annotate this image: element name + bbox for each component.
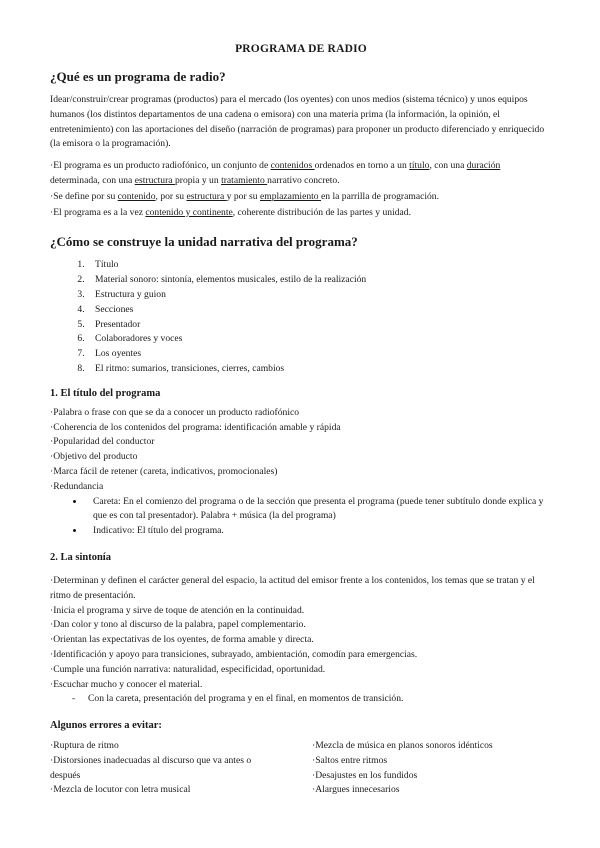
title-bullet-list: [50, 495, 552, 539]
title-line: ·Coherencia de los contenidos del programa: identificación amable y rápida: [50, 421, 341, 433]
sintonia-line: ·Identificación y apoyo para transiciones, subrayado, ambientación, comodín para emergencias.: [50, 648, 418, 660]
list-item: 6. Colaboradores y voces: [87, 332, 552, 347]
list-item: - Con la careta, presentación del programa y en el final, en momentos de transición.: [88, 692, 552, 707]
page-title: PROGRAMA DE RADIO: [235, 43, 367, 55]
sintonia-line: ·Determinan y definen el carácter general del espacio, la actitud del emisor frente a los contenidos, los temas que se tratan y el ritmo de presentación.: [50, 574, 535, 601]
title-line: ·Palabra o frase con que se da a conocer un producto radiofónico: [50, 406, 300, 418]
sintonia-dash-list: [50, 692, 552, 707]
sintonia-line: ·Inicia el programa y sirve de toque de atención en la continuidad.: [50, 604, 305, 616]
list-item: 3. Estructura y guion: [87, 288, 552, 303]
list-item: 5. Presentador: [87, 318, 552, 333]
errors-right-column: [290, 739, 552, 798]
error-item: ·Ruptura de ritmo: [50, 740, 119, 752]
definition-line-2: ·Se define por su contenido, por su estructura y por su emplazamiento en la parrilla de programación.: [50, 190, 440, 202]
list-item: 7. Los oyentes: [87, 347, 552, 362]
errors-columns: [50, 739, 552, 798]
sintonia-line: ·Dan color y tono al discurso de la palabra, papel complementario.: [50, 619, 306, 631]
list-item: • Indicativo: El título del programa.: [85, 524, 552, 539]
list-item: 1. Título: [87, 258, 552, 273]
list-item: 8. El ritmo: sumarios, transiciones, cierres, cambios: [87, 362, 552, 377]
list-item: 4. Secciones: [87, 303, 552, 318]
intro-paragraph: Idear/construir/crear programas (productos) para el mercado (los oyentes) con unos medios (sistema técnico) y unos equipos humanos (los distintos departamentos de una cadena o emisora) con una materia prima (la información, la opinión, el entretenimiento) con las aportaciones del diseño (narración de programas) para proponer un producto diferenciado y enriquecido (la emisora o la programación).: [50, 94, 545, 150]
definition-line-1: ·El programa es un producto radiofónico, un conjunto de contenidos ordenados en torno a un título, con una duración determinada, con una estructura propia y un tratamiento narrativo concreto.: [50, 160, 501, 186]
section-heading-errors: Algunos errores a evitar:: [50, 720, 162, 732]
error-item: ·Desajustes en los fundidos: [312, 769, 418, 781]
section-heading-narrative-unit: ¿Cómo se construye la unidad narrativa del programa?: [50, 234, 358, 250]
title-line: ·Marca fácil de retener (careta, indicativos, promocionales): [50, 465, 278, 477]
definition-line-3: ·El programa es a la vez contenido y continente, coherente distribución de las partes y unidad.: [50, 206, 411, 218]
section-heading-what-is: ¿Qué es un programa de radio?: [50, 69, 226, 84]
error-item: ·Mezcla de locutor con letra musical: [50, 784, 191, 796]
list-item: • Careta: En el comienzo del programa o de la sección que presenta el programa (puede tener subtítulo donde explica y que es con tal presentador). Palabra + música (la del programa): [85, 495, 552, 525]
error-item: ·Saltos entre ritmos: [312, 754, 388, 766]
errors-left-column: [50, 739, 290, 798]
title-line: ·Popularidad del conductor: [50, 436, 155, 448]
section-heading-sintonia: 2. La sintonía: [50, 551, 111, 563]
sintonia-line: ·Cumple una función narrativa: naturalidad, especificidad, oportunidad.: [50, 663, 326, 675]
error-item: ·Mezcla de música en planos sonoros idénticos: [312, 740, 493, 752]
error-item: ·Distorsiones inadecuadas al discurso que va antes o después: [50, 754, 252, 781]
sintonia-line: ·Escuchar mucho y conocer el material.: [50, 678, 203, 690]
error-item: ·Alargues innecesarios: [312, 784, 400, 796]
section-heading-title: 1. El título del programa: [50, 387, 161, 399]
title-line: ·Objetivo del producto: [50, 451, 138, 463]
list-item: 2. Material sonoro: sintonía, elementos musicales, estilo de la realización: [87, 273, 552, 288]
title-line: ·Redundancia: [50, 480, 104, 492]
narrative-unit-list: [50, 258, 552, 376]
sintonia-line: ·Orientan las expectativas de los oyentes, de forma amable y directa.: [50, 634, 314, 646]
